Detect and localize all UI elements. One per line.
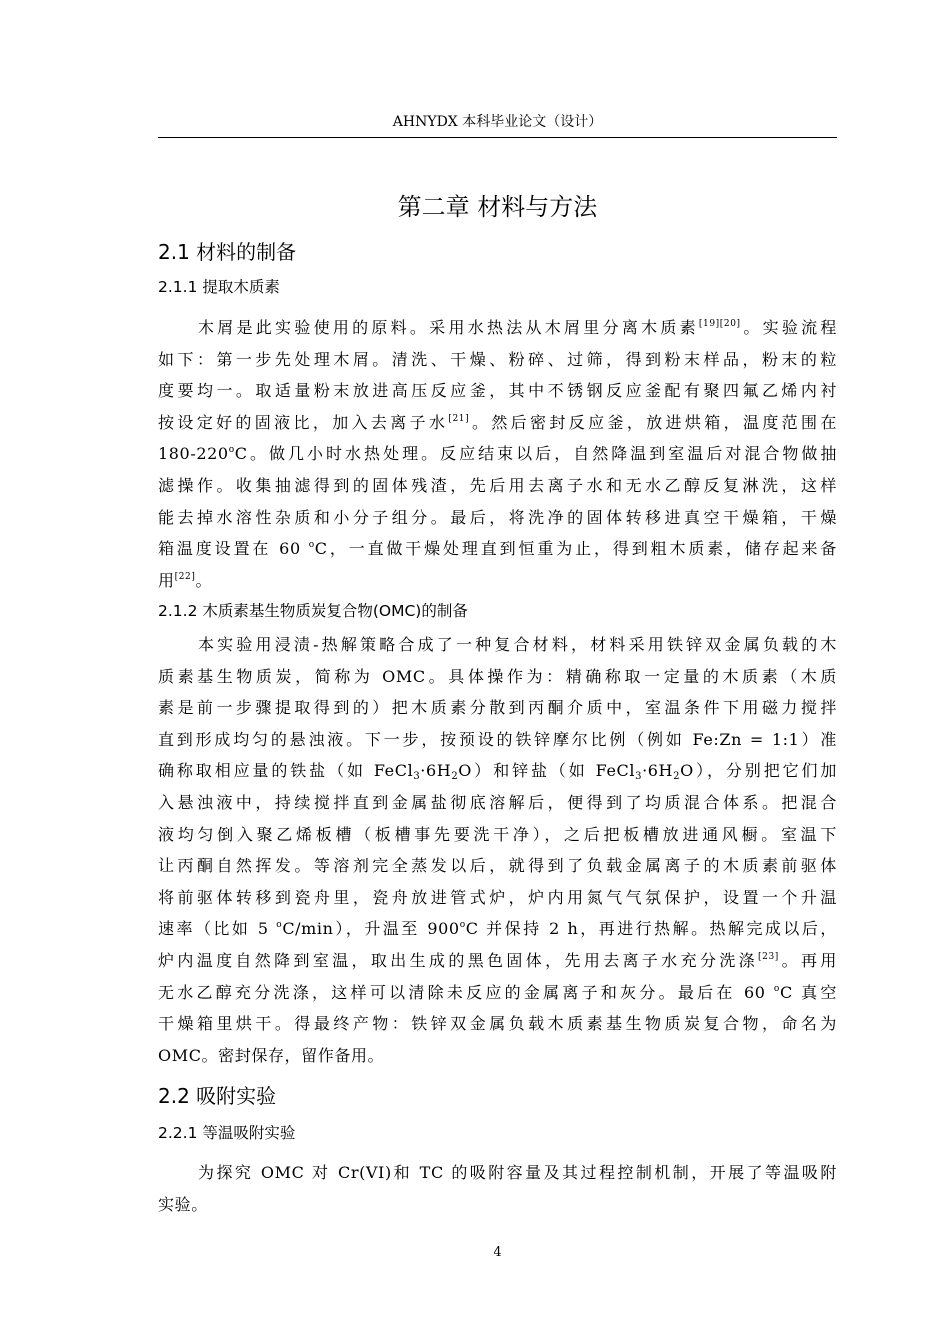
citation: [21] [448,413,470,424]
chapter-title: 第二章 材料与方法 [397,193,598,221]
section-heading-2-2: 2.2 吸附实验 [158,1084,277,1108]
text-line: 箱温度设置在 60 $^o$C，一直做干燥处理直到恒重为止，得到粗木质素，储存起来备 [158,539,837,559]
section-heading-2-1: 2.1 材料的制备 [158,240,297,264]
section-heading-2-2-1: 2.2.1 等温吸附实验 [158,1124,296,1142]
citation: [22] [174,571,196,582]
text-line: 滤操作。收集抽滤得到的固体残渣，先后用去离子水和无水乙醇反复淋洗，这样 [158,475,837,495]
text-line: 能去掉水溶性杂质和小分子组分。最后，将洗净的固体转移进真空干燥箱，干燥 [158,507,837,527]
text-line: 度要均一。取适量粉末放进高压反应釜，其中不锈钢反应釜配有聚四氟乙烯内衬 [158,381,837,401]
paragraph-lignin-extraction [158,312,837,596]
paragraph-isotherm-adsorption [158,1157,837,1220]
text-line: 确称取相应量的铁盐（如 $FeCl_3\cdot 6H_2O$）和锌盐（如 $FeCl_3\cdot 6H_2O$），分别把它们加 [158,761,837,783]
running-header: AHNYDX 本科毕业论文（设计） [392,114,603,130]
page-number: 4 [493,1245,502,1260]
paragraph-omc-preparation [158,629,837,1071]
citation: [19][20] [698,319,741,329]
text-line: 木屑是此实验使用的原料。采用水热法从木屑里分离木质素[19][20]。实验流程 [198,318,837,337]
text-line: 直到形成均匀的悬浊液。下一步，按预设的铁锌摩尔比例（例如 Fe:Zn = 1:1）准 [158,729,837,749]
citation: [23] [758,951,779,962]
text-line: 将前驱体转移到瓷舟里，瓷舟放进管式炉，炉内用氮气气氛保护，设置一个升温 [158,887,837,907]
text-line: 素是前一步骤提取得到的）把木质素分散到丙酮介质中，室温条件下用磁力搅拌 [158,698,837,718]
text-line: 干燥箱里烘干。得最终产物：铁锌双金属负载木质素基生物质炭复合物，命名为 [158,1014,837,1034]
text-line: 速率（比如 5 $^o$C/min），升温至 900$^o$C 并保持 2 h，再进行热解。热解完成以后， [158,919,837,939]
text-line: 如下：第一步先处理木屑。清洗、干燥、粉碎、过筛，得到粉末样品，粉末的粒 [158,349,837,369]
text-line: 按设定好的固液比，加入去离子水[21]。然后密封反应釜，放进烘箱，温度范围在 [158,412,837,432]
text-line: 为探究 OMC 对 Cr(VI)和 TC 的吸附容量及其过程控制机制，开展了等温吸附 [198,1163,837,1182]
text-line: 实验。 [158,1194,208,1214]
text-line: 入悬浊液中，持续搅拌直到金属盐彻底溶解后，便得到了均质混合体系。把混合 [158,792,837,812]
header-divider [158,137,837,138]
text-line: 质素基生物质炭，简称为 OMC。具体操作为：精确称取一定量的木质素（木质 [158,666,837,686]
section-heading-2-1-1: 2.1.1 提取木质素 [158,278,280,296]
text-line: 让丙酮自然挥发。等溶剂完全蒸发以后，就得到了负载金属离子的木质素前驱体 [158,856,837,876]
text-line: 无水乙醇充分洗涤，这样可以清除未反应的金属离子和灰分。最后在 60 $^o$C 真空 [158,982,837,1002]
section-heading-2-1-2: 2.1.2 木质素基生物质炭复合物(OMC)的制备 [158,602,468,620]
text-line: 180-220$^o$C。做几小时水热处理。反应结束以后，自然降温到室温后对混合物做抽 [158,444,837,464]
text-line: 本实验用浸渍-热解策略合成了一种复合材料，材料采用铁锌双金属负载的木 [198,635,837,654]
text-line: 炉内温度自然降到室温，取出生成的黑色固体，先用去离子水充分洗涤[23]。再用 [158,950,837,970]
text-line: OMC。密封保存，留作备用。 [158,1045,385,1065]
text-line: 用[22]。 [158,570,213,590]
text-line: 液均匀倒入聚乙烯板槽（板槽事先要洗干净），之后把板槽放进通风橱。室温下 [158,824,837,844]
